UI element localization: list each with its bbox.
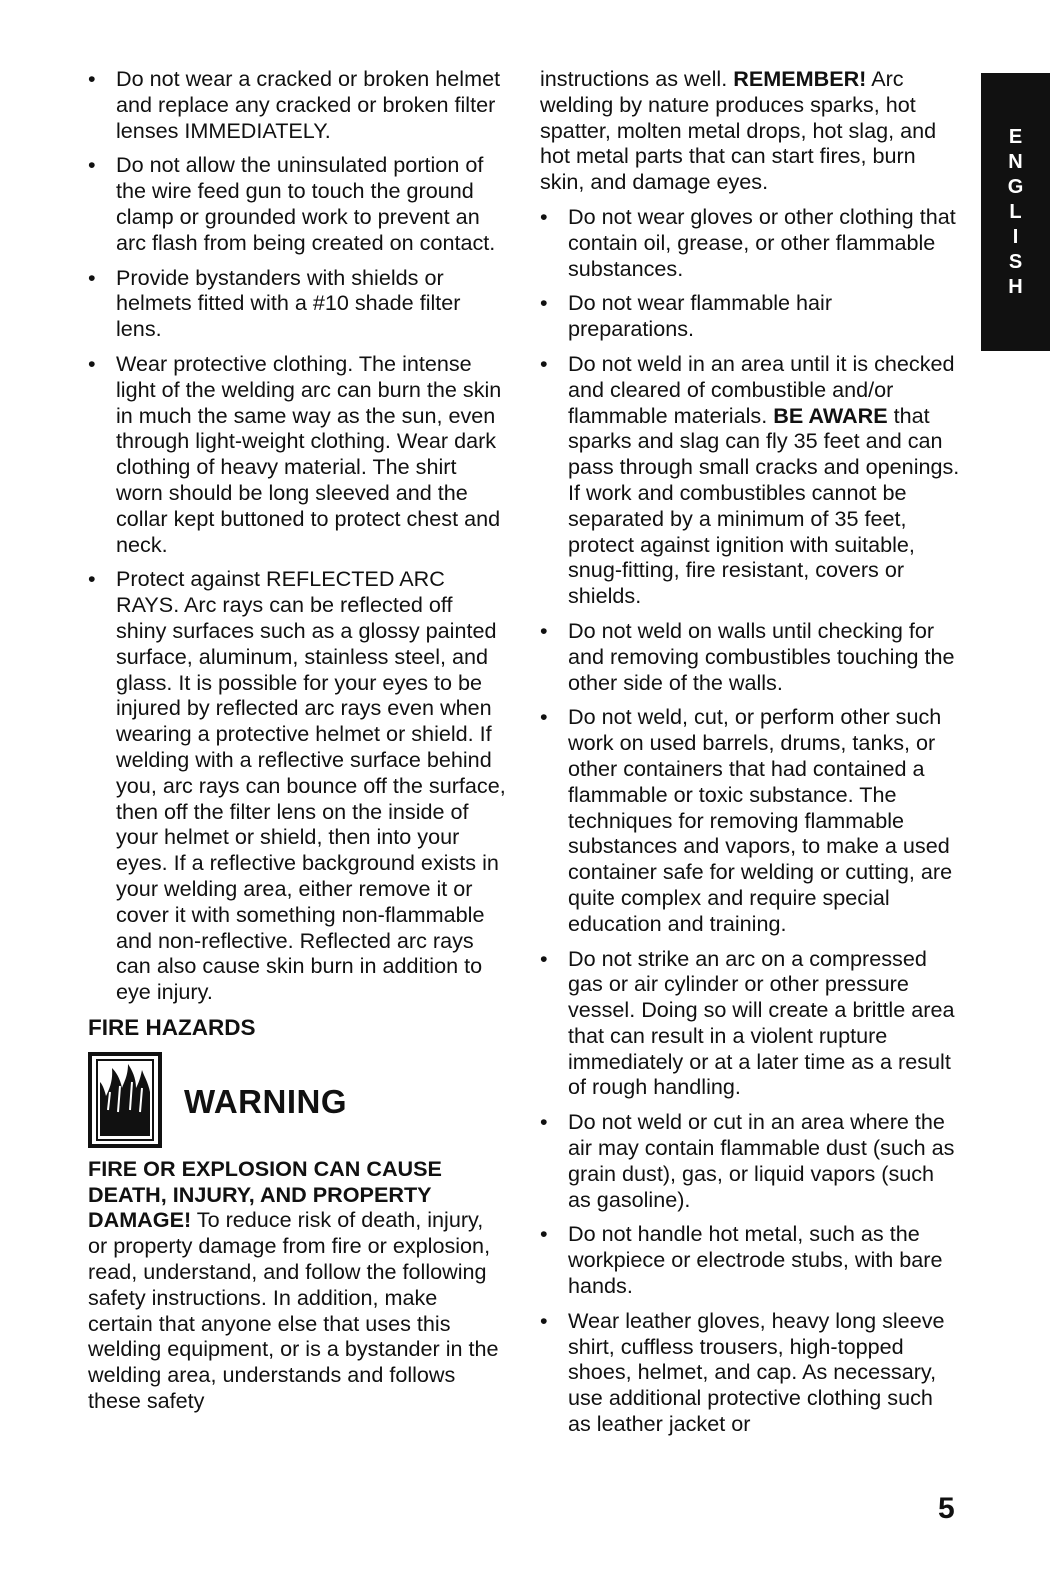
warning-block (88, 1052, 506, 1148)
language-tab-letter: E (1008, 125, 1023, 148)
continuation-end: Arc welding by nature produces sparks, hot spatter, molten metal drops, hot slag, and hot metal parts that can start fires, burn skin, and damage eyes. (540, 66, 937, 195)
be-aware-label: BE AWARE (773, 402, 888, 428)
combustible-post: that sparks and slag can fly 35 feet and can pass through small cracks and openings. If work and combustibles cannot be separated by a minimum of 35 feet, protect against ignition with suitable, snug-fitting, fire resistant, covers or shields. (568, 402, 960, 609)
list-item: • Do not weld on walls until checking for and removing combustibles touching the other side of the walls. (540, 618, 960, 695)
fire-hazard-icon (88, 1052, 162, 1148)
list-item: • Do not weld, cut, or perform other such work on used barrels, drums, tanks, or other containers that had contained a flammable or toxic substance. The techniques for removing flammable substances and vapors, to make a used container safe for welding or cutting, are quite complex and require special education and training. (540, 704, 960, 936)
list-item: • Do not weld or cut in an area where the air may contain flammable dust (such as grain dust), gas, or liquid vapors (such as gasoline). (540, 1109, 960, 1212)
right-bullet-list (540, 204, 960, 1437)
warning-label: WARNING (184, 1082, 347, 1120)
continuation-paragraph (540, 66, 960, 195)
language-tab-letter: L (1009, 200, 1022, 223)
language-tab-letter: G (1007, 175, 1024, 198)
language-tab-letter: N (1008, 150, 1023, 173)
list-item: • Do not wear gloves or other clothing that contain oil, grease, or other flammable substances. (540, 204, 960, 281)
list-item: • Protect against REFLECTED ARC RAYS. Arc rays can be reflected off shiny surfaces such as a glossy painted surface, aluminum, stainless steel, and glass. It is possible for your eyes to be injured by reflected arc rays even when wearing a protective helmet or shield. If welding with a reflective surface behind you, arc rays can bounce off the surface, then off the filter lens on the inside of your helmet or shield, then into your eyes. If a reflective background exists in your welding area, either remove it or cover it with something non-flammable and non-reflective. Reflected arc rays can also cause skin burn in addition to eye injury. (88, 566, 506, 1005)
list-item: • Wear protective clothing. The intense light of the welding arc can burn the skin in much the same way as the sun, even through light-weight clothing. Wear dark clothing of heavy material. The shirt worn should be long sleeved and the collar kept buttoned to protect chest and neck. (88, 351, 506, 557)
list-item: • Do not wear a cracked or broken helmet and replace any cracked or broken filter lenses IMMEDIATELY. (88, 66, 506, 143)
language-tab-letter: S (1008, 250, 1023, 273)
language-tab (981, 73, 1050, 351)
section-heading-fire-hazards: FIRE HAZARDS (88, 1014, 256, 1040)
warning-lead-text: FIRE OR EXPLOSION CAN CAUSE DEATH, INJURY, AND PROPERTY DAMAGE! (88, 1155, 442, 1233)
language-tab-letter: I (1012, 225, 1019, 248)
language-tab-letter: H (1008, 275, 1023, 298)
list-item: • Provide bystanders with shields or helmets fitted with a #10 shade filter lens. (88, 265, 506, 342)
warning-body-text: To reduce risk of death, injury, or property damage from fire or explosion, read, understand, and follow the following safety instructions. In addition, make certain that anyone else that uses this welding equipment, or is a bystander in the welding area, understands and follows these safety (88, 1207, 499, 1414)
list-item (540, 351, 960, 609)
combustible-pre: Do not weld in an area until it is checked and cleared of combustible and/or flammable materials. (568, 350, 955, 428)
list-item: • Do not handle hot metal, such as the workpiece or electrode stubs, with bare hands. (540, 1221, 960, 1298)
right-column (540, 66, 960, 1446)
page-number: 5 (938, 1492, 955, 1525)
list-item: • Do not wear flammable hair preparations. (540, 290, 960, 342)
left-column (88, 66, 506, 1423)
warning-paragraph (88, 1156, 506, 1414)
continuation-start: instructions as well. (540, 66, 734, 91)
left-bullet-list (88, 66, 506, 1005)
list-item: • Do not allow the uninsulated portion of the wire feed gun to touch the ground clamp or grounded work to prevent an arc flash from being created on contact. (88, 152, 506, 255)
list-item: • Do not strike an arc on a compressed gas or air cylinder or other pressure vessel. Doing so will create a brittle area that can result in a violent rupture immediately or at a later time as a result of rough handling. (540, 946, 960, 1101)
list-item: • Wear leather gloves, heavy long sleeve shirt, cuffless trousers, high-topped shoes, helmet, and cap. As necessary, use additional protective clothing such as leather jacket or (540, 1308, 960, 1437)
remember-label: REMEMBER! (733, 66, 867, 91)
